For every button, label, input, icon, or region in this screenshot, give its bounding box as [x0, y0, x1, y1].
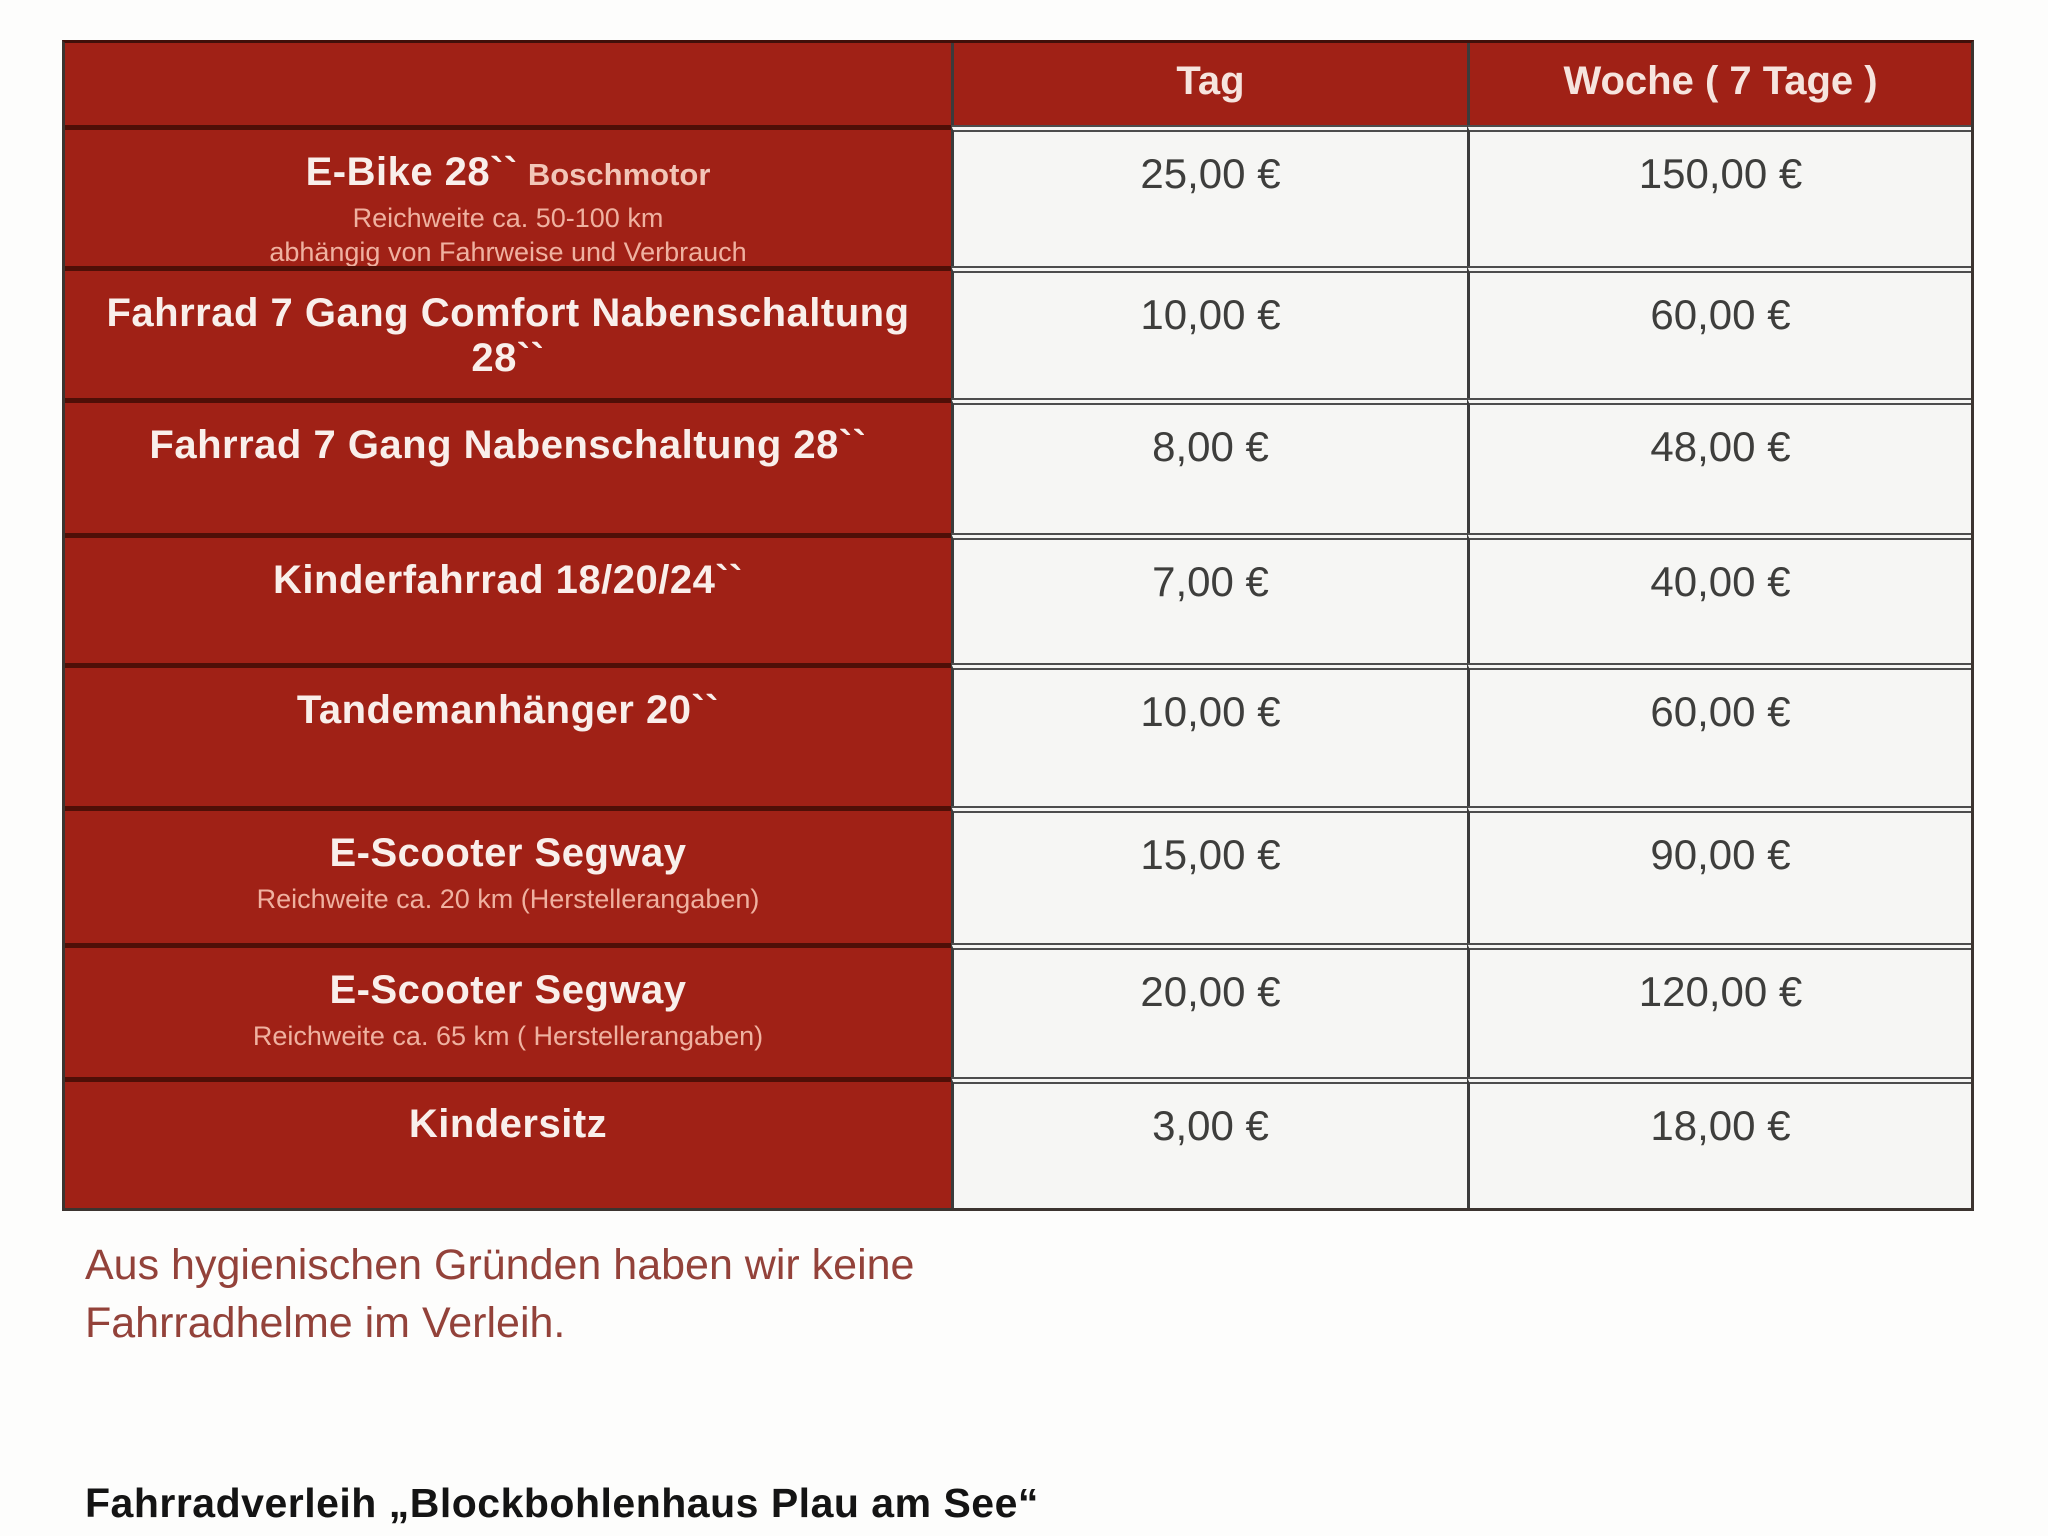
- price-tag-kinderfahrrad: 7,00 €: [951, 533, 1467, 663]
- row-label-ebike: [65, 125, 951, 266]
- item-title-line: [65, 150, 951, 195]
- hygiene-note-line: Aus hygienischen Gründen haben wir keine: [85, 1241, 915, 1289]
- price-woche-kindersitz: 18,00 €: [1467, 1077, 1971, 1208]
- price-tag-ebike: 25,00 €: [951, 125, 1467, 266]
- col-header-tag: Tag: [951, 43, 1467, 125]
- item-title: Fahrrad 7 Gang Comfort Nabenschaltung 28``: [106, 291, 910, 380]
- price-tag-fahrrad-comfort: 10,00 €: [951, 266, 1467, 398]
- row-label-escooter-20km: [65, 806, 951, 943]
- item-title: E-Bike 28``: [305, 150, 518, 194]
- item-title: Kindersitz: [408, 1102, 608, 1146]
- price-woche-tandemanhaenger: 60,00 €: [1467, 663, 1971, 806]
- item-subtitle: Reichweite ca. 50-100 km: [352, 203, 664, 233]
- price-tag-tandemanhaenger: 10,00 €: [951, 663, 1467, 806]
- row-label-kindersitz: [65, 1077, 951, 1208]
- price-woche-kinderfahrrad: 40,00 €: [1467, 533, 1971, 663]
- col-header-woche: Woche ( 7 Tage ): [1467, 43, 1971, 125]
- price-tag-escooter-20km: 15,00 €: [951, 806, 1467, 943]
- item-title: E-Scooter Segway: [329, 968, 687, 1012]
- item-title: Fahrrad 7 Gang Nabenschaltung 28``: [149, 423, 867, 467]
- item-title: Kinderfahrrad 18/20/24``: [273, 558, 743, 602]
- row-label-escooter-65km: [65, 943, 951, 1077]
- item-subtitle: Reichweite ca. 20 km (Herstellerangaben): [256, 884, 760, 914]
- price-woche-fahrrad-comfort: 60,00 €: [1467, 266, 1971, 398]
- item-title: Tandemanhänger 20``: [296, 688, 720, 732]
- header-empty-cell: [65, 43, 951, 125]
- item-title: E-Scooter Segway: [329, 831, 687, 875]
- price-tag-escooter-65km: 20,00 €: [951, 943, 1467, 1077]
- item-title-suffix: Boschmotor: [527, 157, 711, 192]
- rental-price-table: [62, 40, 1974, 1211]
- price-tag-kindersitz: 3,00 €: [951, 1077, 1467, 1208]
- footer-title: Fahrradverleih „Blockbohlenhaus Plau am See“: [85, 1480, 1039, 1526]
- item-subtitle: Reichweite ca. 65 km ( Herstellerangaben): [252, 1021, 764, 1051]
- price-woche-ebike: 150,00 €: [1467, 125, 1971, 266]
- item-subtitle: abhängig von Fahrweise und Verbrauch: [269, 237, 747, 266]
- price-woche-escooter-20km: 90,00 €: [1467, 806, 1971, 943]
- row-label-fahrrad: [65, 398, 951, 533]
- hygiene-note: [85, 1236, 914, 1352]
- row-label-fahrrad-comfort: [65, 266, 951, 398]
- price-woche-escooter-65km: 120,00 €: [1467, 943, 1971, 1077]
- hygiene-note-line: Fahrradhelme im Verleih.: [85, 1299, 566, 1347]
- row-label-kinderfahrrad: [65, 533, 951, 663]
- row-label-tandemanhaenger: [65, 663, 951, 806]
- price-woche-fahrrad: 48,00 €: [1467, 398, 1971, 533]
- price-tag-fahrrad: 8,00 €: [951, 398, 1467, 533]
